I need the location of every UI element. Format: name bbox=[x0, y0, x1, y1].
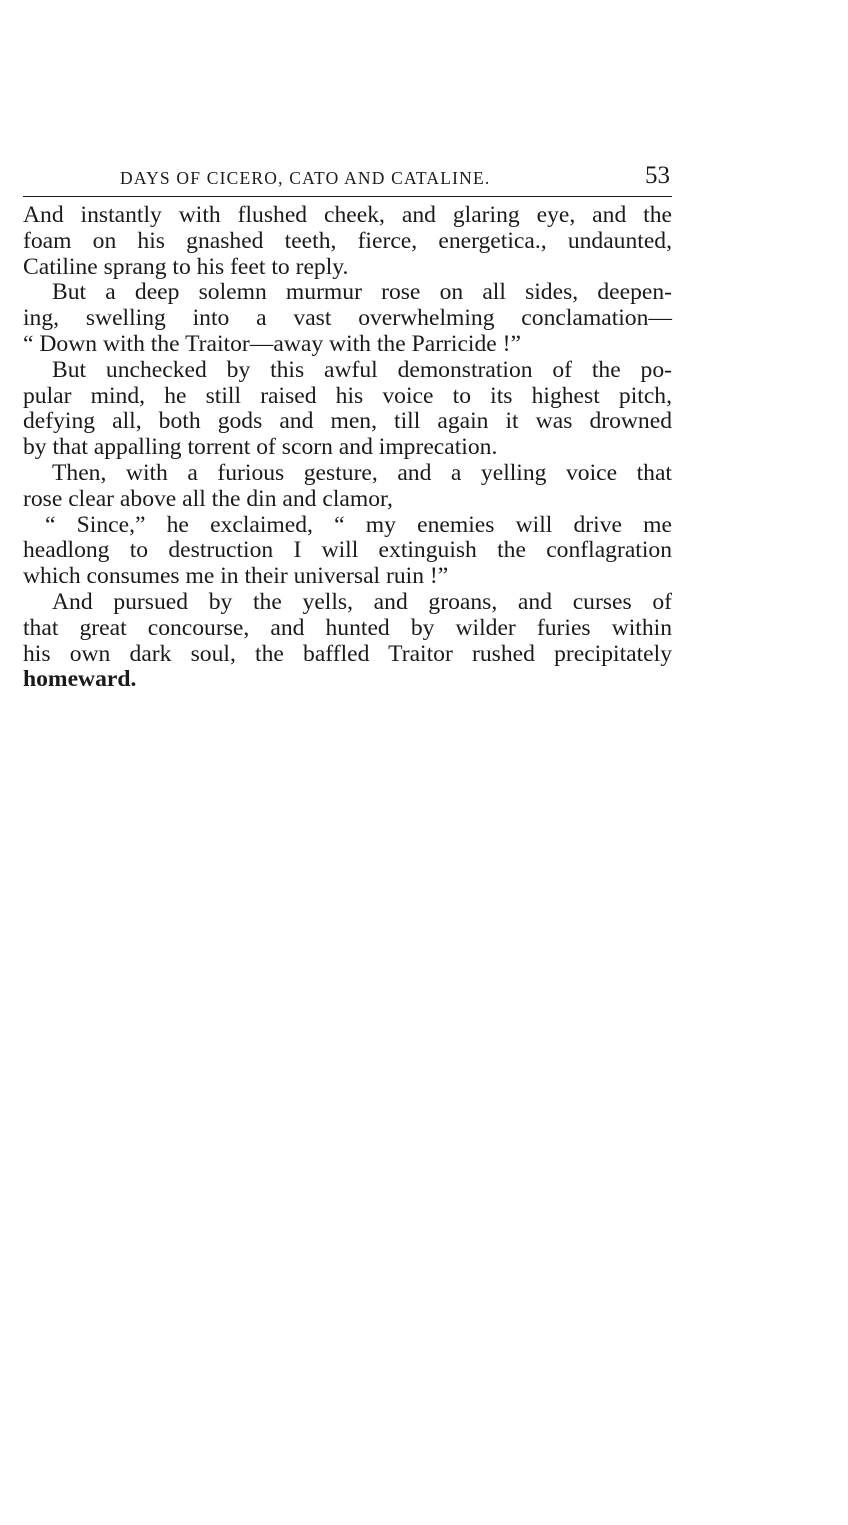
text-line: And pursued by the yells, and groans, and curses of bbox=[52, 588, 672, 615]
text-line: that great concourse, and hunted by wilder furies within bbox=[23, 614, 672, 641]
page-number: 53 bbox=[645, 162, 670, 189]
text-line: headlong to destruction I will extinguish the conflagration bbox=[23, 537, 672, 564]
text-line: rose clear above all the din and clamor, bbox=[23, 485, 393, 512]
text-line: his own dark soul, the baffled Traitor rushed precipitately bbox=[23, 640, 672, 667]
text-line: which consumes me in their universal ruin !” bbox=[23, 563, 449, 590]
text-line: But unchecked by this awful demonstration of the po- bbox=[52, 356, 672, 383]
running-title: DAYS OF CICERO, CATO AND CATALINE. bbox=[120, 168, 491, 188]
text-line: ing, swelling into a vast overwhelming conclamation— bbox=[23, 305, 672, 332]
text-line: defying all, both gods and men, till again it was drowned bbox=[23, 408, 672, 435]
text-line: But a deep solemn murmur rose on all sides, deepen- bbox=[52, 279, 672, 306]
paragraph bbox=[23, 203, 672, 280]
text-line: “ Down with the Traitor—away with the Parricide !” bbox=[23, 330, 521, 357]
paragraph bbox=[23, 280, 672, 357]
paragraph bbox=[23, 358, 672, 461]
text-line: foam on his gnashed teeth, fierce, energetica., undaunted, bbox=[23, 227, 672, 254]
paragraph bbox=[23, 590, 672, 693]
body-text bbox=[23, 203, 672, 693]
text-line: And instantly with flushed cheek, and glaring eye, and the bbox=[23, 202, 672, 228]
text-line: homeward. bbox=[23, 666, 137, 693]
text-line: Then, with a furious gesture, and a yelling voice that bbox=[52, 459, 672, 486]
paragraph bbox=[23, 513, 672, 590]
running-head bbox=[23, 160, 672, 196]
paragraph bbox=[23, 461, 672, 513]
header-rule bbox=[23, 196, 672, 197]
text-line: pular mind, he still raised his voice to its highest pitch, bbox=[23, 382, 672, 409]
book-page bbox=[23, 160, 672, 693]
text-line: by that appalling torrent of scorn and imprecation. bbox=[23, 434, 498, 461]
text-line: “ Since,” he exclaimed, “ my enemies will drive me bbox=[45, 511, 672, 538]
text-line: Catiline sprang to his feet to reply. bbox=[23, 253, 349, 280]
